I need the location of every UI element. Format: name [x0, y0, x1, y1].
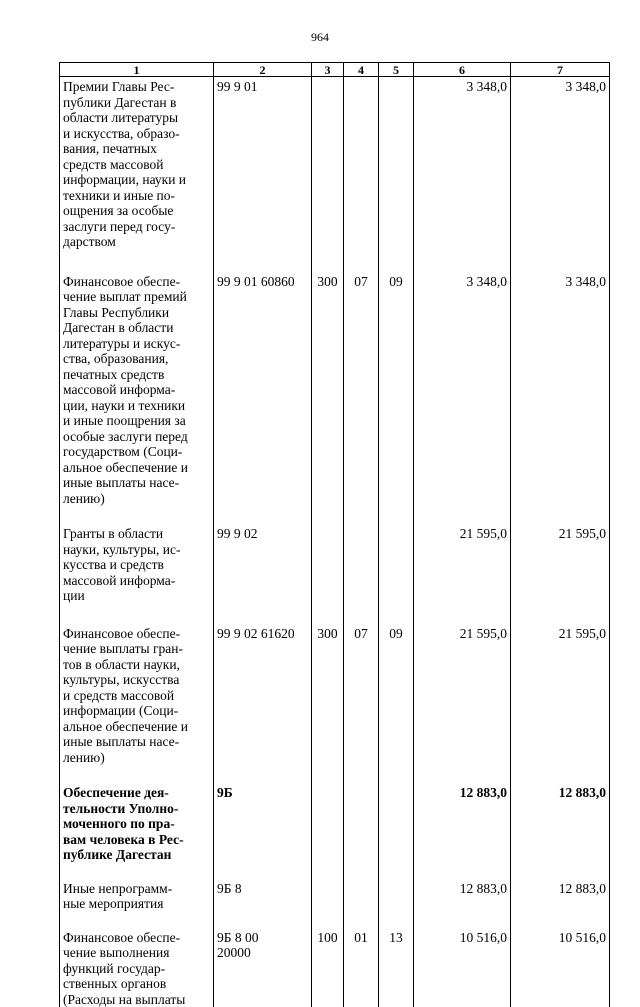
col-header-5: 5: [379, 63, 414, 77]
row-name-line: функций государ-: [63, 961, 210, 977]
row-name-line: лению): [63, 750, 210, 766]
row-name-cell: [60, 272, 214, 525]
row-name-line: иные выплаты насе-: [63, 475, 210, 491]
row-name-line: печатных средств: [63, 367, 210, 383]
row-name-line: и иные поощрения за: [63, 413, 210, 429]
row-code-cell: 9Б: [214, 783, 312, 879]
col-header-7: 7: [511, 63, 610, 77]
header-row: [60, 63, 610, 77]
row-name-line: ощрения за особые: [63, 203, 210, 219]
row-col4-cell: [344, 783, 379, 879]
table-body: [60, 77, 610, 1007]
row-value7-cell: 3 348,0: [511, 77, 610, 272]
row-name-line: ции: [63, 588, 210, 604]
row-col5-cell: 09: [379, 272, 414, 525]
row-name-line: дарством: [63, 234, 210, 250]
row-code-cell: 9Б 8: [214, 879, 312, 928]
row-name-cell: [60, 879, 214, 928]
row-name-cell: [60, 783, 214, 879]
row-name-line: (Расходы на выплаты: [63, 992, 210, 1007]
row-name-line: техники и иные по-: [63, 188, 210, 204]
col-header-4: 4: [344, 63, 379, 77]
row-name-line: ства, образования,: [63, 351, 210, 367]
row-name-line: средств массовой: [63, 157, 210, 173]
row-col3-cell: [312, 879, 344, 928]
row-code-line: 9Б 8 00: [217, 930, 308, 946]
row-col4-cell: 01: [344, 928, 379, 1007]
row-col5-cell: 09: [379, 624, 414, 784]
row-name-line: Иные непрограмм-: [63, 881, 210, 897]
row-col3-cell: [312, 77, 344, 272]
row-code-cell: 99 9 02: [214, 524, 312, 624]
row-col5-cell: [379, 524, 414, 624]
row-value6-cell: 10 516,0: [414, 928, 511, 1007]
row-value7-cell: 12 883,0: [511, 879, 610, 928]
row-col4-cell: [344, 879, 379, 928]
row-value6-cell: 3 348,0: [414, 77, 511, 272]
row-value6-cell: 12 883,0: [414, 879, 511, 928]
col-header-1: 1: [60, 63, 214, 77]
row-col5-cell: [379, 77, 414, 272]
row-name-line: литературы и искус-: [63, 336, 210, 352]
row-name-line: ции, науки и техники: [63, 398, 210, 414]
row-name-cell: [60, 77, 214, 272]
row-name-line: лению): [63, 491, 210, 507]
row-name-line: вам человека в Рес-: [63, 832, 210, 848]
table-row: [60, 524, 610, 624]
row-value7-cell: 21 595,0: [511, 524, 610, 624]
row-col3-cell: [312, 783, 344, 879]
row-name-line: моченного по пра-: [63, 816, 210, 832]
row-name-line: Главы Республики: [63, 305, 210, 321]
row-value6-cell: 12 883,0: [414, 783, 511, 879]
row-value7-cell: 10 516,0: [511, 928, 610, 1007]
row-name-line: тельности Уполно-: [63, 801, 210, 817]
row-name-line: чение выплат премий: [63, 289, 210, 305]
row-code-cell: 99 9 01 60860: [214, 272, 312, 525]
row-col3-cell: [312, 524, 344, 624]
row-name-line: Финансовое обеспе-: [63, 274, 210, 290]
row-col4-cell: 07: [344, 624, 379, 784]
col-header-2: 2: [214, 63, 312, 77]
row-value7-cell: 12 883,0: [511, 783, 610, 879]
table-row: [60, 77, 610, 272]
row-name-line: государством (Соци-: [63, 444, 210, 460]
table-row: [60, 879, 610, 928]
col-header-3: 3: [312, 63, 344, 77]
row-name-line: информации (Соци-: [63, 703, 210, 719]
row-name-line: науки, культуры, ис-: [63, 542, 210, 558]
row-name-line: ные мероприятия: [63, 896, 210, 912]
table-row: [60, 928, 610, 1007]
row-name-line: тов в области науки,: [63, 657, 210, 673]
row-name-line: Дагестан в области: [63, 320, 210, 336]
table-row: [60, 272, 610, 525]
row-name-line: Гранты в области: [63, 526, 210, 542]
row-name-cell: [60, 928, 214, 1007]
row-value6-cell: 21 595,0: [414, 624, 511, 784]
row-code-cell: [214, 928, 312, 1007]
row-name-line: ственных органов: [63, 976, 210, 992]
row-name-line: Премии Главы Рес-: [63, 79, 210, 95]
row-name-line: чение выплаты гран-: [63, 641, 210, 657]
row-name-line: заслуги перед госу-: [63, 219, 210, 235]
row-name-line: вания, печатных: [63, 141, 210, 157]
table-row: [60, 624, 610, 784]
row-name-cell: [60, 524, 214, 624]
row-code-line: 20000: [217, 945, 308, 961]
row-name-line: области литературы: [63, 110, 210, 126]
row-col5-cell: [379, 879, 414, 928]
row-name-line: информации, науки и: [63, 172, 210, 188]
row-code-cell: 99 9 01: [214, 77, 312, 272]
budget-table: [59, 62, 610, 1007]
table-row: [60, 783, 610, 879]
row-value7-cell: 3 348,0: [511, 272, 610, 525]
row-name-line: кусства и средств: [63, 557, 210, 573]
row-col3-cell: 100: [312, 928, 344, 1007]
row-name-line: Финансовое обеспе-: [63, 930, 210, 946]
row-name-cell: [60, 624, 214, 784]
row-name-line: культуры, искусства: [63, 672, 210, 688]
row-name-line: публике Дагестан: [63, 847, 210, 863]
row-code-cell: 99 9 02 61620: [214, 624, 312, 784]
row-value7-cell: 21 595,0: [511, 624, 610, 784]
row-col4-cell: [344, 524, 379, 624]
row-name-line: массовой информа-: [63, 382, 210, 398]
row-name-line: особые заслуги перед: [63, 429, 210, 445]
row-col5-cell: [379, 783, 414, 879]
row-name-line: иные выплаты насе-: [63, 734, 210, 750]
row-name-line: Обеспечение дея-: [63, 785, 210, 801]
row-name-line: альное обеспечение и: [63, 460, 210, 476]
row-name-line: и искусства, образо-: [63, 126, 210, 142]
row-name-line: публики Дагестан в: [63, 95, 210, 111]
row-name-line: чение выполнения: [63, 945, 210, 961]
row-value6-cell: 21 595,0: [414, 524, 511, 624]
row-col4-cell: 07: [344, 272, 379, 525]
row-col5-cell: 13: [379, 928, 414, 1007]
row-col4-cell: [344, 77, 379, 272]
row-value6-cell: 3 348,0: [414, 272, 511, 525]
row-name-line: и средств массовой: [63, 688, 210, 704]
row-name-line: Финансовое обеспе-: [63, 626, 210, 642]
row-col3-cell: 300: [312, 624, 344, 784]
row-col3-cell: 300: [312, 272, 344, 525]
col-header-6: 6: [414, 63, 511, 77]
page-number: 964: [0, 30, 640, 45]
row-name-line: альное обеспечение и: [63, 719, 210, 735]
row-name-line: массовой информа-: [63, 573, 210, 589]
